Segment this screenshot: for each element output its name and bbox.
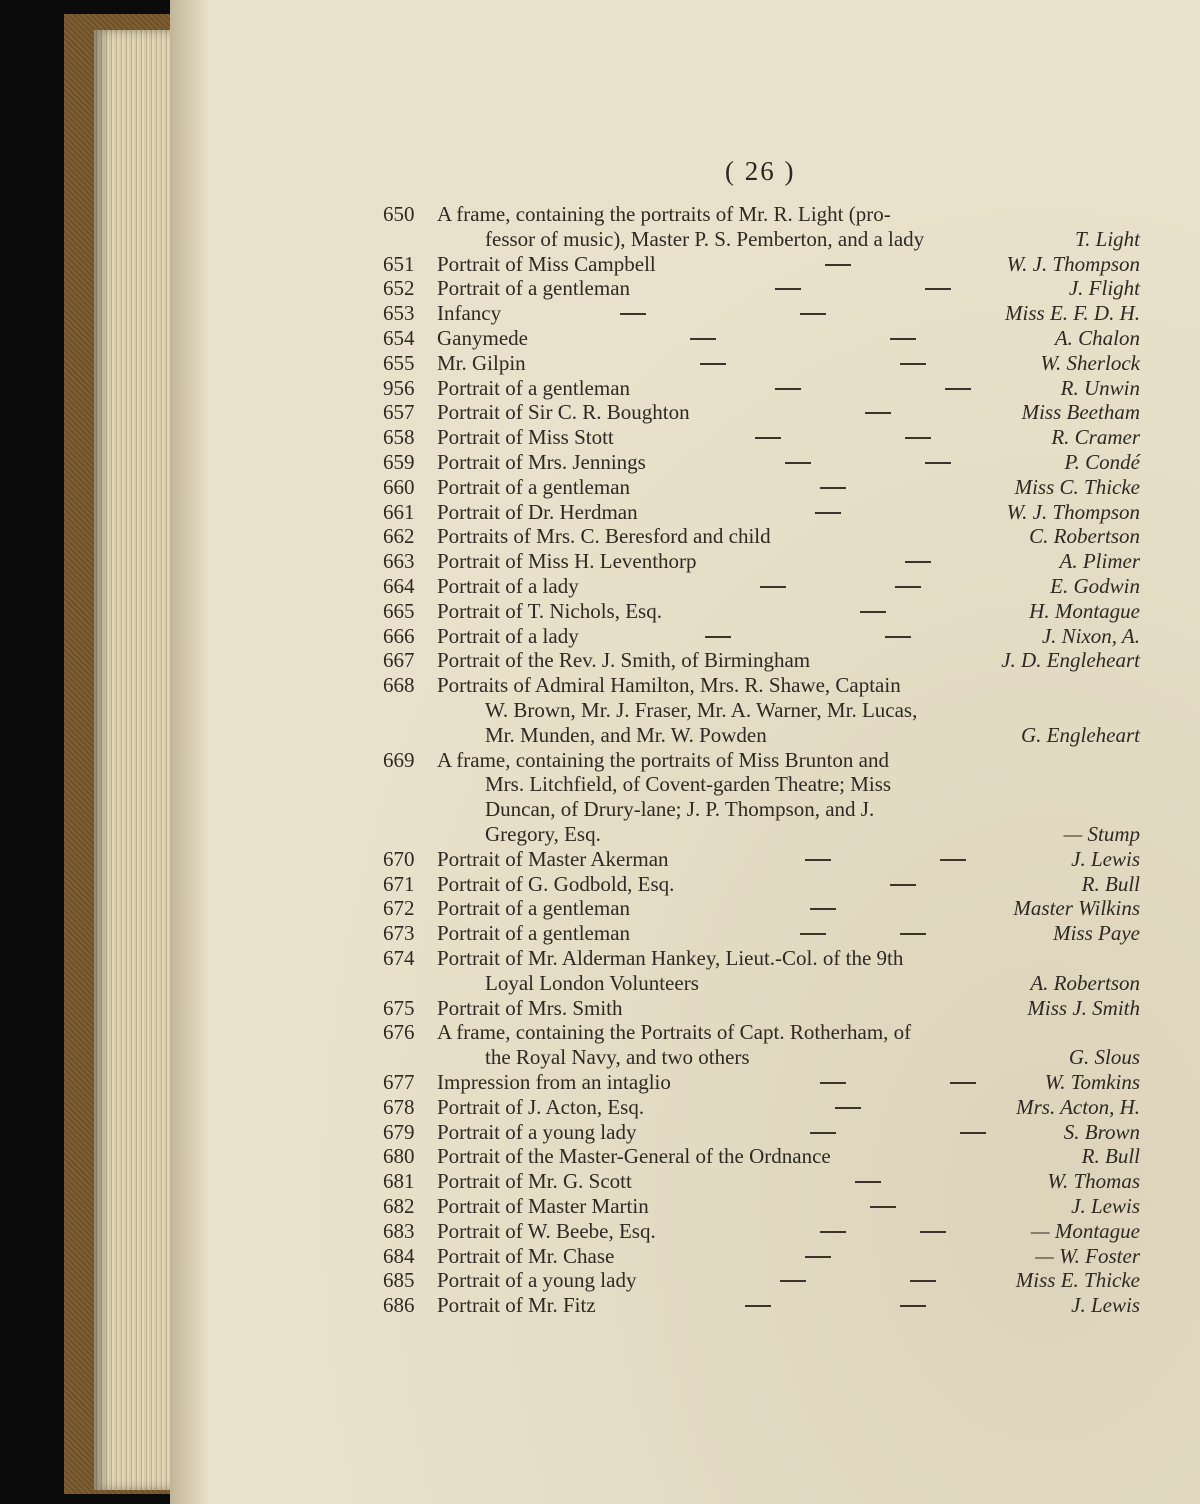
leader-dash — [820, 487, 846, 489]
lot-description: Portrait of W. Beebe, Esq. — [437, 1218, 656, 1243]
artist-name: S. Brown — [1063, 1119, 1140, 1144]
leader-dash — [910, 1280, 936, 1282]
lot-number: 667 — [383, 648, 415, 673]
lot-number: 680 — [383, 1144, 415, 1169]
leader-dash — [820, 1231, 846, 1233]
lot-number: 665 — [383, 598, 415, 623]
catalogue-line — [0, 1019, 1200, 1045]
lot-description: Portrait of the Master-General of the Ordnance — [437, 1144, 831, 1169]
catalogue-line — [0, 474, 1200, 500]
leader-dash — [905, 561, 931, 563]
catalogue-line — [0, 1069, 1200, 1095]
lot-number: 661 — [383, 499, 415, 524]
leader-dash — [620, 313, 646, 315]
leader-dash — [785, 462, 811, 464]
catalogue-line — [0, 201, 1200, 227]
lot-description: Portrait of Master Akerman — [437, 846, 669, 871]
catalogue-line — [0, 995, 1200, 1021]
catalogue-line — [0, 722, 1200, 748]
lot-description: Portrait of Mr. Fitz — [437, 1293, 596, 1318]
artist-name: P. Condé — [1064, 450, 1140, 474]
lot-description: fessor of music), Master P. S. Pemberton, and a lady — [485, 226, 925, 251]
leader-dash — [775, 388, 801, 390]
lot-number: 658 — [383, 425, 415, 450]
catalogue-line — [0, 325, 1200, 351]
lot-description: Portrait of Mr. Chase — [437, 1243, 615, 1268]
catalogue-line — [0, 1218, 1200, 1244]
lot-number: 678 — [383, 1094, 415, 1119]
leader-dash — [940, 859, 966, 861]
leader-dash — [825, 264, 851, 266]
lot-description: A frame, containing the portraits of Mr. R. Light (pro- — [437, 202, 891, 226]
lot-description: Portrait of a gentleman — [437, 921, 631, 946]
lot-number: 675 — [383, 995, 415, 1020]
catalogue-line — [0, 697, 1200, 723]
artist-name: J. Lewis — [1071, 1293, 1140, 1318]
leader-dash — [745, 1305, 771, 1307]
lot-description: Impression from an intaglio — [437, 1070, 671, 1094]
artist-name: A. Chalon — [1054, 326, 1140, 350]
catalogue-line — [0, 499, 1200, 525]
lot-number: 664 — [383, 574, 415, 598]
leader-dash — [805, 1256, 831, 1258]
artist-name: — Montague — [1030, 1218, 1140, 1243]
leader-dash — [820, 1082, 846, 1084]
lot-description: Mr. Munden, and Mr. W. Powden — [485, 722, 767, 747]
lot-number: 653 — [383, 301, 415, 326]
lot-number: 956 — [383, 375, 415, 400]
catalogue-line — [0, 598, 1200, 624]
catalogue-line — [0, 573, 1200, 599]
lot-description: Portrait of a gentleman — [437, 474, 631, 499]
lot-number: 663 — [383, 549, 415, 574]
catalogue-line — [0, 970, 1200, 996]
lot-description: Portrait of a gentleman — [437, 375, 631, 400]
artist-name: W. J. Thompson — [1006, 499, 1140, 524]
catalogue-line — [0, 672, 1200, 698]
artist-name: J. Nixon, A. — [1041, 623, 1140, 648]
lot-description: Portrait of J. Acton, Esq. — [437, 1094, 645, 1119]
lot-number: 682 — [383, 1194, 415, 1218]
artist-name: J. Lewis — [1071, 846, 1140, 871]
lot-number: 668 — [383, 673, 415, 698]
lot-description: Portrait of T. Nichols, Esq. — [437, 598, 662, 623]
catalogue-line — [0, 399, 1200, 425]
catalogue-line — [0, 449, 1200, 475]
lot-number: 652 — [383, 276, 415, 301]
lot-description: Portrait of G. Godbold, Esq. — [437, 871, 675, 896]
catalogue-line — [0, 920, 1200, 946]
leader-dash — [690, 338, 716, 340]
lot-description: A frame, containing the Portraits of Capt. Rotherham, of — [437, 1020, 912, 1045]
artist-name: R. Unwin — [1060, 375, 1140, 400]
lot-description: Portrait of Miss H. Leventhorp — [437, 549, 697, 574]
artist-name: Miss E. F. D. H. — [1005, 301, 1140, 326]
artist-name: Miss Paye — [1053, 921, 1140, 946]
catalogue-line — [0, 821, 1200, 847]
leader-dash — [810, 908, 836, 910]
lot-description: Infancy — [437, 301, 502, 326]
catalogue-line — [0, 747, 1200, 773]
artist-name: G. Engleheart — [1021, 722, 1140, 747]
lot-number: 684 — [383, 1243, 415, 1268]
artist-name: Miss C. Thicke — [1014, 474, 1140, 499]
catalogue-line — [0, 275, 1200, 301]
leader-dash — [800, 313, 826, 315]
leader-dash — [810, 1132, 836, 1134]
lot-description: Portrait of Master Martin — [437, 1194, 649, 1218]
artist-name: Miss Beetham — [1021, 400, 1140, 425]
artist-name: H. Montague — [1029, 598, 1140, 623]
leader-dash — [855, 1181, 881, 1183]
artist-name: — W. Foster — [1035, 1243, 1140, 1268]
leader-dash — [920, 1231, 946, 1233]
lot-description: Portrait of Miss Campbell — [437, 251, 656, 276]
leader-dash — [815, 512, 841, 514]
catalogue-line — [0, 1044, 1200, 1070]
catalogue-line — [0, 895, 1200, 921]
catalogue-line — [0, 647, 1200, 673]
lot-number: 670 — [383, 846, 415, 871]
artist-name: W. Sherlock — [1040, 350, 1140, 375]
lot-number: 671 — [383, 871, 415, 896]
artist-name: R. Bull — [1081, 1144, 1140, 1169]
lot-description: Portrait of Mrs. Smith — [437, 995, 623, 1020]
lot-number: 672 — [383, 896, 415, 921]
lot-number: 686 — [383, 1293, 415, 1318]
catalogue-line — [0, 796, 1200, 822]
leader-dash — [870, 1206, 896, 1208]
leader-dash — [925, 288, 951, 290]
leader-dash — [900, 1305, 926, 1307]
catalogue-line — [0, 1193, 1200, 1219]
leader-dash — [885, 636, 911, 638]
leader-dash — [900, 933, 926, 935]
lot-number: 659 — [383, 450, 415, 474]
artist-name: C. Robertson — [1029, 524, 1140, 549]
lot-number: 662 — [383, 524, 415, 549]
catalogue-line — [0, 1292, 1200, 1318]
lot-number: 674 — [383, 946, 415, 970]
artist-name: T. Light — [1075, 226, 1140, 251]
lot-description: Portrait of Sir C. R. Boughton — [437, 400, 690, 425]
artist-name: J. Lewis — [1071, 1194, 1140, 1218]
catalogue-line — [0, 945, 1200, 971]
catalogue-line — [0, 375, 1200, 401]
leader-dash — [780, 1280, 806, 1282]
lot-description: Portraits of Mrs. C. Beresford and child — [437, 524, 771, 549]
lot-description: Portrait of a gentleman — [437, 276, 631, 301]
catalogue-line — [0, 523, 1200, 549]
lot-description: Ganymede — [437, 326, 528, 350]
artist-name: Mrs. Acton, H. — [1016, 1094, 1140, 1119]
artist-name: E. Godwin — [1050, 574, 1140, 598]
artist-name: W. J. Thompson — [1006, 251, 1140, 276]
lot-description: A frame, containing the portraits of Miss Brunton and — [437, 747, 890, 772]
lot-description: Portrait of a young lady — [437, 1119, 637, 1144]
lot-number: 673 — [383, 921, 415, 946]
catalogue-line — [0, 771, 1200, 797]
leader-dash — [925, 462, 951, 464]
lot-description: Portrait of Mr. Alderman Hankey, Lieut.-Col. of the 9th — [437, 946, 904, 970]
catalogue-line — [0, 226, 1200, 252]
artist-name: R. Cramer — [1051, 425, 1140, 450]
lot-description: Portrait of a lady — [437, 623, 579, 648]
lot-description: Portrait of a lady — [437, 574, 579, 598]
artist-name: J. D. Engleheart — [1001, 648, 1140, 673]
lot-description: Mr. Gilpin — [437, 350, 526, 375]
leader-dash — [775, 288, 801, 290]
catalogue-line — [0, 1267, 1200, 1293]
lot-description: Mrs. Litchfield, of Covent-garden Theatre; Miss — [485, 772, 892, 797]
lot-description: Portrait of Dr. Herdman — [437, 499, 638, 524]
artist-name: — Stump — [1063, 822, 1140, 846]
lot-number: 676 — [383, 1020, 415, 1045]
leader-dash — [895, 586, 921, 588]
lot-description: Duncan, of Drury-lane; J. P. Thompson, and J. — [485, 797, 875, 822]
lot-description: Portrait of a young lady — [437, 1268, 637, 1293]
lot-number: 679 — [383, 1119, 415, 1144]
lot-number: 669 — [383, 747, 415, 772]
leader-dash — [945, 388, 971, 390]
page-number: ( 26 ) — [725, 156, 796, 186]
catalogue-line — [0, 300, 1200, 326]
lot-number: 650 — [383, 202, 415, 226]
lot-number: 677 — [383, 1070, 415, 1094]
leader-dash — [860, 611, 886, 613]
leader-dash — [805, 859, 831, 861]
leader-dash — [760, 586, 786, 588]
leader-dash — [705, 636, 731, 638]
leader-dash — [800, 933, 826, 935]
leader-dash — [865, 412, 891, 414]
artist-name: J. Flight — [1068, 276, 1140, 301]
catalogue-line — [0, 1094, 1200, 1120]
leader-dash — [890, 884, 916, 886]
catalogue-line — [0, 1143, 1200, 1169]
lot-number: 655 — [383, 350, 415, 375]
lot-description: Portrait of Miss Stott — [437, 425, 614, 450]
lot-number: 660 — [383, 474, 415, 499]
catalogue-line — [0, 871, 1200, 897]
catalogue-line — [0, 623, 1200, 649]
catalogue-line — [0, 251, 1200, 277]
catalogue-line — [0, 1243, 1200, 1269]
lot-number: 683 — [383, 1218, 415, 1243]
catalogue-line — [0, 1119, 1200, 1145]
artist-name: R. Bull — [1081, 871, 1140, 896]
lot-number: 685 — [383, 1268, 415, 1293]
leader-dash — [960, 1132, 986, 1134]
leader-dash — [905, 437, 931, 439]
lot-description: Portrait of Mr. G. Scott — [437, 1169, 632, 1194]
artist-name: G. Slous — [1068, 1045, 1140, 1070]
catalogue-line — [0, 424, 1200, 450]
leader-dash — [700, 363, 726, 365]
artist-name: W. Thomas — [1047, 1169, 1140, 1194]
catalogue-line — [0, 846, 1200, 872]
leader-dash — [890, 338, 916, 340]
artist-name: Miss J. Smith — [1027, 995, 1140, 1020]
lot-description: the Royal Navy, and two others — [485, 1045, 750, 1070]
artist-name: Miss E. Thicke — [1015, 1268, 1140, 1293]
lot-description: Portraits of Admiral Hamilton, Mrs. R. Shawe, Captain — [437, 673, 901, 698]
lot-description: Gregory, Esq. — [485, 822, 601, 846]
catalogue-line — [0, 548, 1200, 574]
artist-name: W. Tomkins — [1044, 1070, 1140, 1094]
leader-dash — [900, 363, 926, 365]
lot-description: Portrait of Mrs. Jennings — [437, 450, 646, 474]
lot-description: Portrait of the Rev. J. Smith, of Birmingham — [437, 648, 811, 673]
leader-dash — [755, 437, 781, 439]
artist-name: A. Plimer — [1059, 549, 1140, 574]
leader-dash — [950, 1082, 976, 1084]
lot-number: 651 — [383, 251, 415, 276]
lot-number: 666 — [383, 623, 415, 648]
lot-description: W. Brown, Mr. J. Fraser, Mr. A. Warner, Mr. Lucas, — [485, 698, 918, 722]
artist-name: A. Robertson — [1030, 970, 1140, 995]
lot-number: 657 — [383, 400, 415, 425]
catalogue-line — [0, 1168, 1200, 1194]
lot-number: 681 — [383, 1169, 415, 1194]
lot-number: 654 — [383, 326, 415, 350]
lot-description: Portrait of a gentleman — [437, 896, 631, 921]
catalogue-line — [0, 350, 1200, 376]
leader-dash — [835, 1107, 861, 1109]
artist-name: Master Wilkins — [1013, 896, 1140, 921]
lot-description: Loyal London Volunteers — [485, 970, 699, 995]
